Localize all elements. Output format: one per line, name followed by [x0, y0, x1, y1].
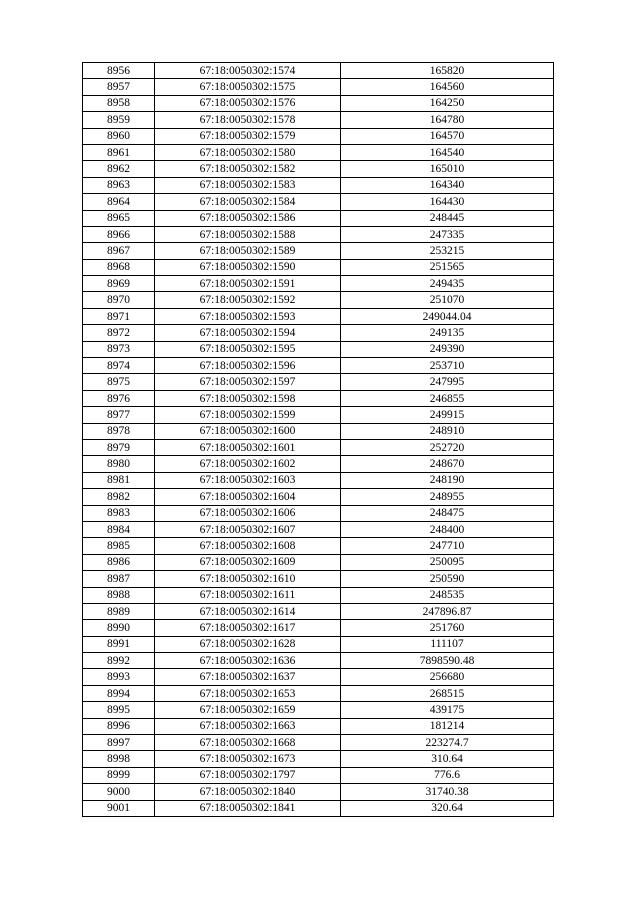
cadastral-value-cell: 249435 — [341, 276, 554, 292]
cadastral-value-cell: 248955 — [341, 489, 554, 505]
cadastral-value-cell: 249135 — [341, 325, 554, 341]
row-number-cell: 8979 — [83, 439, 155, 455]
table-row — [83, 571, 554, 587]
row-number-cell: 8981 — [83, 472, 155, 488]
cadastral-value-cell: 251760 — [341, 620, 554, 636]
row-number-cell: 8997 — [83, 735, 155, 751]
cadastral-number-cell: 67:18:0050302:1574 — [155, 63, 341, 79]
table-row — [83, 144, 554, 160]
cadastral-value-cell: 164560 — [341, 79, 554, 95]
table-row — [83, 784, 554, 800]
row-number-cell: 8996 — [83, 718, 155, 734]
table-row — [83, 538, 554, 554]
row-number-cell: 8967 — [83, 243, 155, 259]
cadastral-number-cell: 67:18:0050302:1841 — [155, 800, 341, 816]
table-row — [83, 63, 554, 79]
row-number-cell: 8980 — [83, 456, 155, 472]
cadastral-value-cell: 248535 — [341, 587, 554, 603]
row-number-cell: 9001 — [83, 800, 155, 816]
table-row — [83, 276, 554, 292]
table-row — [83, 341, 554, 357]
cadastral-number-cell: 67:18:0050302:1598 — [155, 390, 341, 406]
cadastral-number-cell: 67:18:0050302:1596 — [155, 358, 341, 374]
cadastral-number-cell: 67:18:0050302:1673 — [155, 751, 341, 767]
cadastral-number-cell: 67:18:0050302:1583 — [155, 177, 341, 193]
cadastral-number-cell: 67:18:0050302:1599 — [155, 407, 341, 423]
cadastral-value-cell: 248445 — [341, 210, 554, 226]
row-number-cell: 8972 — [83, 325, 155, 341]
cadastral-number-cell: 67:18:0050302:1586 — [155, 210, 341, 226]
row-number-cell: 8968 — [83, 259, 155, 275]
row-number-cell: 8990 — [83, 620, 155, 636]
row-number-cell: 8985 — [83, 538, 155, 554]
row-number-cell: 8977 — [83, 407, 155, 423]
row-number-cell: 8965 — [83, 210, 155, 226]
cadastral-value-cell: 439175 — [341, 702, 554, 718]
cadastral-value-cell: 256680 — [341, 669, 554, 685]
row-number-cell: 8959 — [83, 112, 155, 128]
cadastral-number-cell: 67:18:0050302:1617 — [155, 620, 341, 636]
cadastral-value-cell: 248475 — [341, 505, 554, 521]
table-row — [83, 751, 554, 767]
row-number-cell: 8986 — [83, 554, 155, 570]
cadastral-number-cell: 67:18:0050302:1594 — [155, 325, 341, 341]
table-row — [83, 554, 554, 570]
table-row — [83, 161, 554, 177]
cadastral-number-cell: 67:18:0050302:1602 — [155, 456, 341, 472]
cadastral-number-cell: 67:18:0050302:1601 — [155, 439, 341, 455]
cadastral-number-cell: 67:18:0050302:1609 — [155, 554, 341, 570]
cadastral-number-cell: 67:18:0050302:1576 — [155, 95, 341, 111]
table-row — [83, 358, 554, 374]
table-row — [83, 472, 554, 488]
cadastral-value-cell: 165820 — [341, 63, 554, 79]
row-number-cell: 8982 — [83, 489, 155, 505]
table-row — [83, 390, 554, 406]
cadastral-value-cell: 164250 — [341, 95, 554, 111]
cadastral-value-cell: 253710 — [341, 358, 554, 374]
cadastral-value-cell: 249390 — [341, 341, 554, 357]
cadastral-value-cell: 248910 — [341, 423, 554, 439]
cadastral-value-cell: 31740.38 — [341, 784, 554, 800]
table-row — [83, 325, 554, 341]
row-number-cell: 8983 — [83, 505, 155, 521]
cadastral-number-cell: 67:18:0050302:1653 — [155, 685, 341, 701]
table-row — [83, 79, 554, 95]
cadastral-value-cell: 776.6 — [341, 767, 554, 783]
cadastral-number-cell: 67:18:0050302:1588 — [155, 226, 341, 242]
row-number-cell: 8984 — [83, 521, 155, 537]
table-row — [83, 603, 554, 619]
row-number-cell: 8974 — [83, 358, 155, 374]
cadastral-number-cell: 67:18:0050302:1628 — [155, 636, 341, 652]
table-body — [83, 63, 554, 817]
cadastral-number-cell: 67:18:0050302:1584 — [155, 194, 341, 210]
cadastral-value-cell: 248190 — [341, 472, 554, 488]
table-row — [83, 95, 554, 111]
table-row — [83, 521, 554, 537]
table-row — [83, 767, 554, 783]
cadastral-value-cell: 165010 — [341, 161, 554, 177]
cadastral-number-cell: 67:18:0050302:1614 — [155, 603, 341, 619]
cadastral-number-cell: 67:18:0050302:1797 — [155, 767, 341, 783]
table-row — [83, 620, 554, 636]
table-row — [83, 685, 554, 701]
cadastral-value-cell: 252720 — [341, 439, 554, 455]
cadastral-value-cell: 247995 — [341, 374, 554, 390]
cadastral-number-cell: 67:18:0050302:1582 — [155, 161, 341, 177]
row-number-cell: 8998 — [83, 751, 155, 767]
cadastral-value-cell: 253215 — [341, 243, 554, 259]
cadastral-value-cell: 247710 — [341, 538, 554, 554]
cadastral-value-cell: 111107 — [341, 636, 554, 652]
cadastral-value-cell: 248670 — [341, 456, 554, 472]
cadastral-number-cell: 67:18:0050302:1595 — [155, 341, 341, 357]
cadastral-number-cell: 67:18:0050302:1603 — [155, 472, 341, 488]
row-number-cell: 8976 — [83, 390, 155, 406]
cadastral-value-cell: 251070 — [341, 292, 554, 308]
cadastral-number-cell: 67:18:0050302:1578 — [155, 112, 341, 128]
table-row — [83, 439, 554, 455]
table-row — [83, 210, 554, 226]
row-number-cell: 8960 — [83, 128, 155, 144]
cadastral-number-cell: 67:18:0050302:1606 — [155, 505, 341, 521]
row-number-cell: 8958 — [83, 95, 155, 111]
row-number-cell: 8988 — [83, 587, 155, 603]
cadastral-number-cell: 67:18:0050302:1607 — [155, 521, 341, 537]
cadastral-value-cell: 249044.04 — [341, 308, 554, 324]
cadastral-number-cell: 67:18:0050302:1590 — [155, 259, 341, 275]
table-row — [83, 177, 554, 193]
table-row — [83, 636, 554, 652]
cadastral-value-cell: 310.64 — [341, 751, 554, 767]
row-number-cell: 8956 — [83, 63, 155, 79]
cadastral-value-cell: 164570 — [341, 128, 554, 144]
table-row — [83, 800, 554, 816]
table-row — [83, 718, 554, 734]
cadastral-value-cell: 164430 — [341, 194, 554, 210]
cadastral-value-cell: 246855 — [341, 390, 554, 406]
table-row — [83, 505, 554, 521]
table-row — [83, 456, 554, 472]
row-number-cell: 8971 — [83, 308, 155, 324]
cadastral-value-cell: 164780 — [341, 112, 554, 128]
cadastral-value-cell: 249915 — [341, 407, 554, 423]
cadastral-number-cell: 67:18:0050302:1591 — [155, 276, 341, 292]
cadastral-value-table — [82, 62, 554, 817]
table-row — [83, 112, 554, 128]
cadastral-value-cell: 250095 — [341, 554, 554, 570]
table-row — [83, 423, 554, 439]
table-row — [83, 292, 554, 308]
table-row — [83, 407, 554, 423]
table-row — [83, 308, 554, 324]
cadastral-value-cell: 250590 — [341, 571, 554, 587]
cadastral-value-cell: 247335 — [341, 226, 554, 242]
row-number-cell: 8975 — [83, 374, 155, 390]
cadastral-value-cell: 164540 — [341, 144, 554, 160]
row-number-cell: 8978 — [83, 423, 155, 439]
row-number-cell: 8995 — [83, 702, 155, 718]
row-number-cell: 8992 — [83, 653, 155, 669]
table-row — [83, 735, 554, 751]
table-row — [83, 669, 554, 685]
cadastral-value-cell: 248400 — [341, 521, 554, 537]
cadastral-value-cell: 247896.87 — [341, 603, 554, 619]
cadastral-value-cell: 164340 — [341, 177, 554, 193]
cadastral-number-cell: 67:18:0050302:1636 — [155, 653, 341, 669]
cadastral-number-cell: 67:18:0050302:1840 — [155, 784, 341, 800]
table-row — [83, 259, 554, 275]
cadastral-value-cell: 7898590.48 — [341, 653, 554, 669]
cadastral-number-cell: 67:18:0050302:1663 — [155, 718, 341, 734]
cadastral-value-cell: 268515 — [341, 685, 554, 701]
row-number-cell: 8970 — [83, 292, 155, 308]
cadastral-number-cell: 67:18:0050302:1597 — [155, 374, 341, 390]
row-number-cell: 8993 — [83, 669, 155, 685]
row-number-cell: 9000 — [83, 784, 155, 800]
cadastral-value-cell: 223274.7 — [341, 735, 554, 751]
cadastral-number-cell: 67:18:0050302:1659 — [155, 702, 341, 718]
table-row — [83, 243, 554, 259]
cadastral-number-cell: 67:18:0050302:1575 — [155, 79, 341, 95]
cadastral-number-cell: 67:18:0050302:1593 — [155, 308, 341, 324]
row-number-cell: 8964 — [83, 194, 155, 210]
cadastral-number-cell: 67:18:0050302:1608 — [155, 538, 341, 554]
row-number-cell: 8969 — [83, 276, 155, 292]
row-number-cell: 8957 — [83, 79, 155, 95]
table-row — [83, 653, 554, 669]
cadastral-value-cell: 251565 — [341, 259, 554, 275]
cadastral-value-cell: 320.64 — [341, 800, 554, 816]
table-row — [83, 702, 554, 718]
cadastral-value-cell: 181214 — [341, 718, 554, 734]
table-row — [83, 226, 554, 242]
table-row — [83, 128, 554, 144]
cadastral-number-cell: 67:18:0050302:1589 — [155, 243, 341, 259]
cadastral-number-cell: 67:18:0050302:1611 — [155, 587, 341, 603]
row-number-cell: 8987 — [83, 571, 155, 587]
cadastral-number-cell: 67:18:0050302:1637 — [155, 669, 341, 685]
cadastral-number-cell: 67:18:0050302:1610 — [155, 571, 341, 587]
cadastral-number-cell: 67:18:0050302:1592 — [155, 292, 341, 308]
cadastral-number-cell: 67:18:0050302:1600 — [155, 423, 341, 439]
table-row — [83, 194, 554, 210]
table-row — [83, 587, 554, 603]
row-number-cell: 8994 — [83, 685, 155, 701]
row-number-cell: 8961 — [83, 144, 155, 160]
row-number-cell: 8963 — [83, 177, 155, 193]
row-number-cell: 8989 — [83, 603, 155, 619]
row-number-cell: 8999 — [83, 767, 155, 783]
row-number-cell: 8962 — [83, 161, 155, 177]
cadastral-number-cell: 67:18:0050302:1579 — [155, 128, 341, 144]
cadastral-number-cell: 67:18:0050302:1604 — [155, 489, 341, 505]
row-number-cell: 8973 — [83, 341, 155, 357]
table-row — [83, 489, 554, 505]
row-number-cell: 8966 — [83, 226, 155, 242]
row-number-cell: 8991 — [83, 636, 155, 652]
cadastral-number-cell: 67:18:0050302:1668 — [155, 735, 341, 751]
cadastral-number-cell: 67:18:0050302:1580 — [155, 144, 341, 160]
table-row — [83, 374, 554, 390]
